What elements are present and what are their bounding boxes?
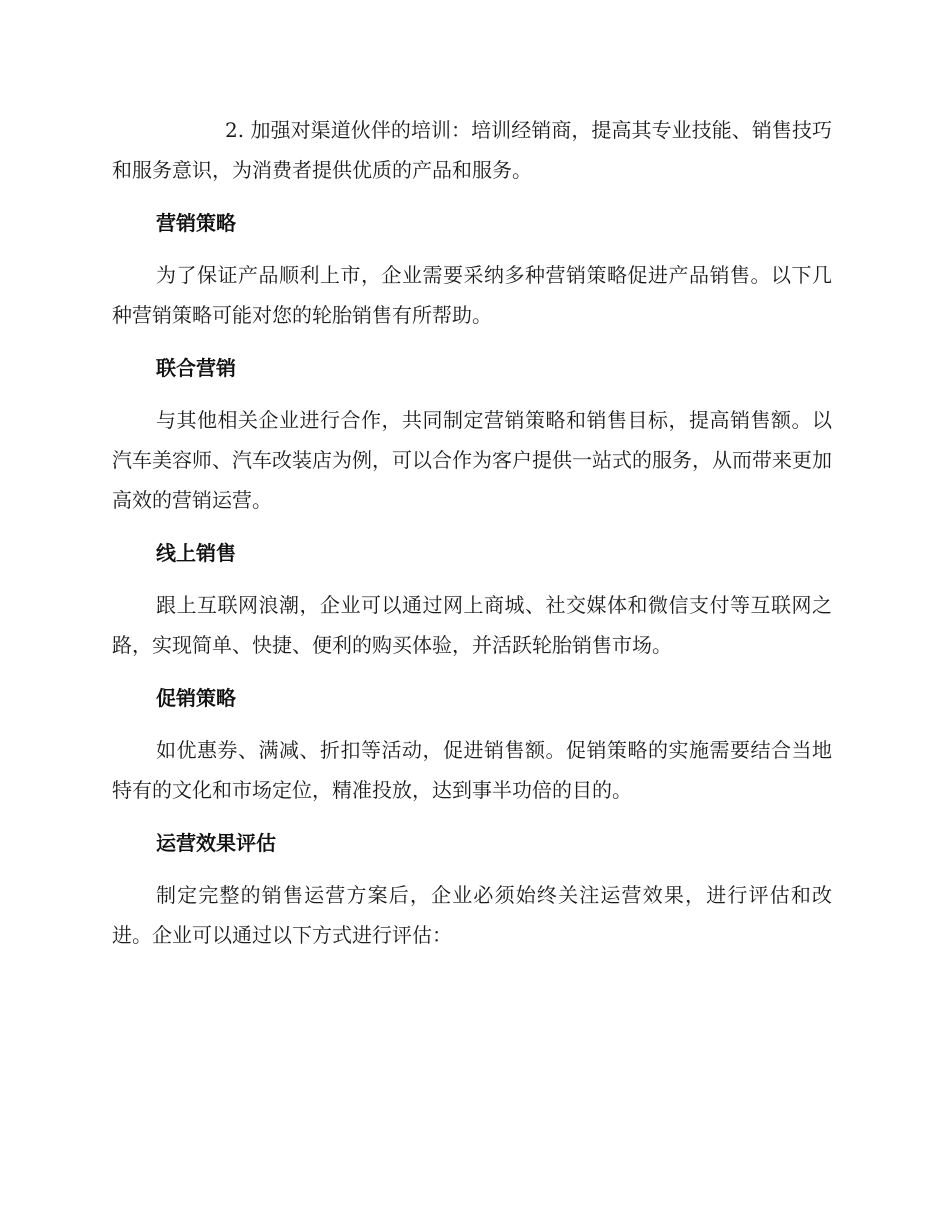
list-item-text: 加强对渠道伙伴的培训：培训经销商，提高其专业技能、销售技巧和服务意识，为消费者提供优质的产品和服务。 bbox=[112, 118, 833, 182]
numbered-list-item bbox=[112, 110, 832, 190]
section-paragraph-marketing-strategy: 为了保证产品顺利上市，企业需要采纳多种营销策略促进产品销售。以下几种营销策略可能对您的轮胎销售有所帮助。 bbox=[112, 263, 832, 327]
section-heading-operation-evaluation: 运营效果评估 bbox=[156, 831, 276, 855]
section-heading-online-sales: 线上销售 bbox=[156, 541, 236, 565]
section-paragraph-joint-marketing: 与其他相关企业进行合作，共同制定营销策略和销售目标，提高销售额。以汽车美容师、汽车改装店为例，可以合作为客户提供一站式的服务，从而带来更加高效的营销运营。 bbox=[112, 408, 832, 512]
section-heading-promotion-strategy: 促销策略 bbox=[156, 686, 236, 710]
section-paragraph-online-sales: 跟上互联网浪潮，企业可以通过网上商城、社交媒体和微信支付等互联网之路，实现简单、快捷、便利的购买体验，并活跃轮胎销售市场。 bbox=[112, 593, 832, 657]
document-body bbox=[112, 110, 832, 955]
section-paragraph-promotion-strategy: 如优惠券、满减、折扣等活动，促进销售额。促销策略的实施需要结合当地特有的文化和市场定位，精准投放，达到事半功倍的目的。 bbox=[112, 738, 832, 802]
section-paragraph-operation-evaluation: 制定完整的销售运营方案后，企业必须始终关注运营效果，进行评估和改进。企业可以通过以下方式进行评估： bbox=[112, 883, 832, 947]
section-heading-marketing-strategy: 营销策略 bbox=[156, 211, 236, 235]
list-item-number: 2. bbox=[225, 118, 245, 142]
section-heading-joint-marketing: 联合营销 bbox=[156, 356, 236, 380]
